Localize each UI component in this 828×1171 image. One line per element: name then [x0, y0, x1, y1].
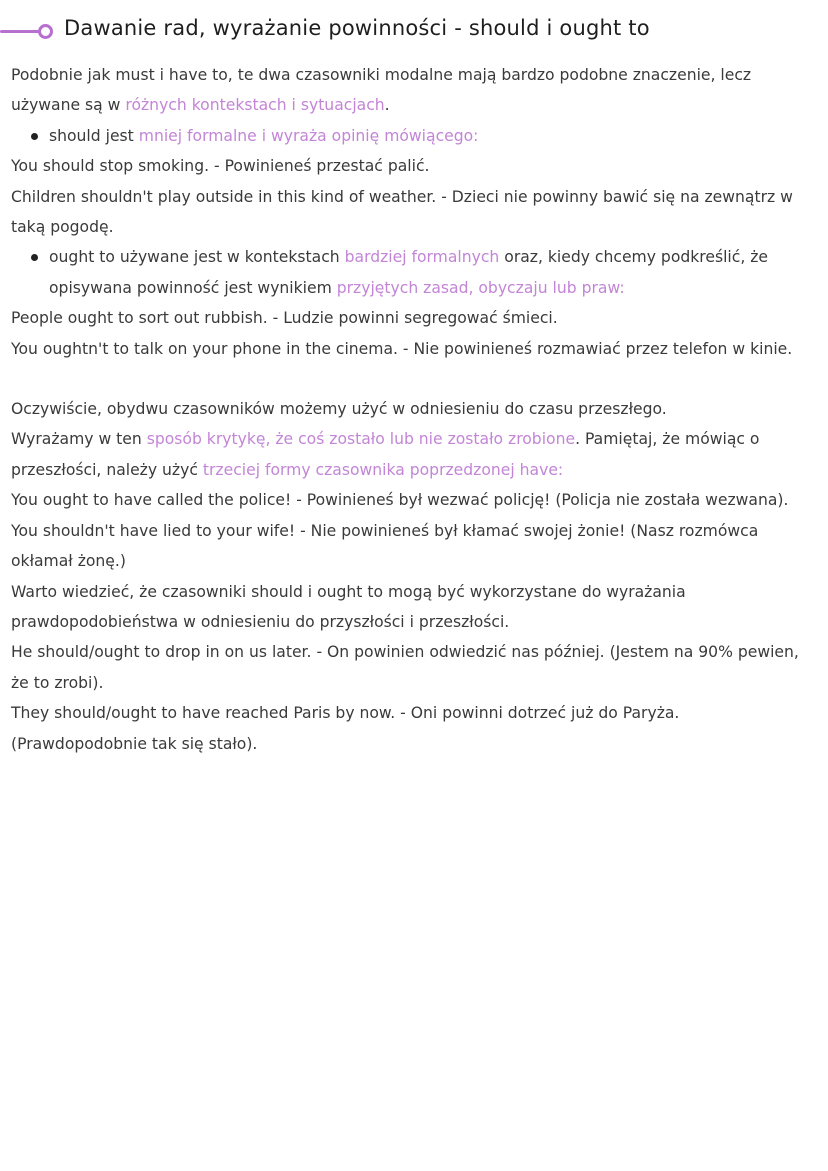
past-highlight-third-form: trzeciej formy czasownika poprzedzonej have: [202, 460, 564, 479]
bullet-ought-middle: oraz, kiedy chcemy podkreślić, że opisywana powinność jest wynikiem [49, 248, 769, 297]
example-sentence: They should/ought to have reached Paris by now. - Oni powinni dotrzeć już do Paryża. (Prawdopodobnie tak się stało). [11, 704, 680, 753]
example-sentence: You oughtn't to talk on your phone in the cinema. - Nie powinieneś rozmawiać przez telefon w kinie. [11, 339, 793, 358]
section-header [0, 14, 828, 50]
past-paragraph [11, 424, 806, 485]
example-sentence: People ought to sort out rubbish. - Ludzie powinni segregować śmieci. [11, 309, 558, 328]
example-sentence: You ought to have called the police! - Powinieneś był wezwać policję! (Policja nie została wezwana). [11, 491, 789, 510]
past-text-middle: . Pamiętaj, że mówiąc o przeszłości, należy użyć [11, 430, 760, 479]
example-sentence: You shouldn't have lied to your wife! - Nie powinieneś był kłamać swojej żonie! (Nasz rozmówca okłamał żonę.) [11, 521, 759, 571]
ought-bullet-list [11, 242, 806, 303]
bullet-ought-highlight-rules: przyjętych zasad, obyczaju lub praw: [336, 278, 625, 297]
header-bullet-circle-icon [38, 24, 53, 39]
bullet-ought-highlight-formal: bardziej formalnych [344, 248, 500, 267]
should-bullet-list [11, 121, 806, 151]
bullet-should-lead: should jest [49, 126, 139, 145]
header-accent-line [0, 30, 40, 33]
example-sentence: He should/ought to drop in on us later. - On powinien odwiedzić nas później. (Jestem na 90% pewien, że to zrobi). [11, 643, 799, 692]
intro-text: Podobnie jak must i have to, te dwa czasowniki modalne mają bardzo podobne znaczenie, lecz używane są w [11, 66, 752, 115]
past-text-start: Wyrażamy w ten [11, 430, 147, 449]
paragraph-spacer [11, 364, 806, 394]
bullet-ought-lead: ought to używane jest w kontekstach [49, 248, 345, 267]
intro-end: . [384, 96, 390, 115]
example-sentence: Children shouldn't play outside in this kind of weather. - Dzieci nie powinny bawić się na zewnątrz w taką pogodę. [11, 187, 793, 237]
bullet-should-highlight: mniej formalne i wyraża opinię mówiącego: [138, 126, 479, 145]
bullet-ought [49, 242, 806, 303]
past-highlight-criticism: sposób krytykę, że coś zostało lub nie zostało zrobione [146, 430, 576, 449]
past-intro-line: Oczywiście, obydwu czasowników możemy użyć w odniesieniu do czasu przeszłego. [11, 400, 667, 419]
probability-paragraph: Warto wiedzieć, że czasowniki should i ought to mogą być wykorzystane do wyrażania prawdopodobieństwa w odniesieniu do przyszłości i przeszłości. [11, 582, 686, 631]
intro-highlight: różnych kontekstach i sytuacjach [125, 96, 385, 115]
bullet-should [49, 121, 806, 151]
example-sentence: You should stop smoking. - Powinieneś przestać palić. [11, 157, 430, 176]
page-title: Dawanie rad, wyrażanie powinności - should i ought to [64, 16, 650, 40]
document-body [11, 60, 806, 759]
intro-paragraph [11, 60, 806, 121]
